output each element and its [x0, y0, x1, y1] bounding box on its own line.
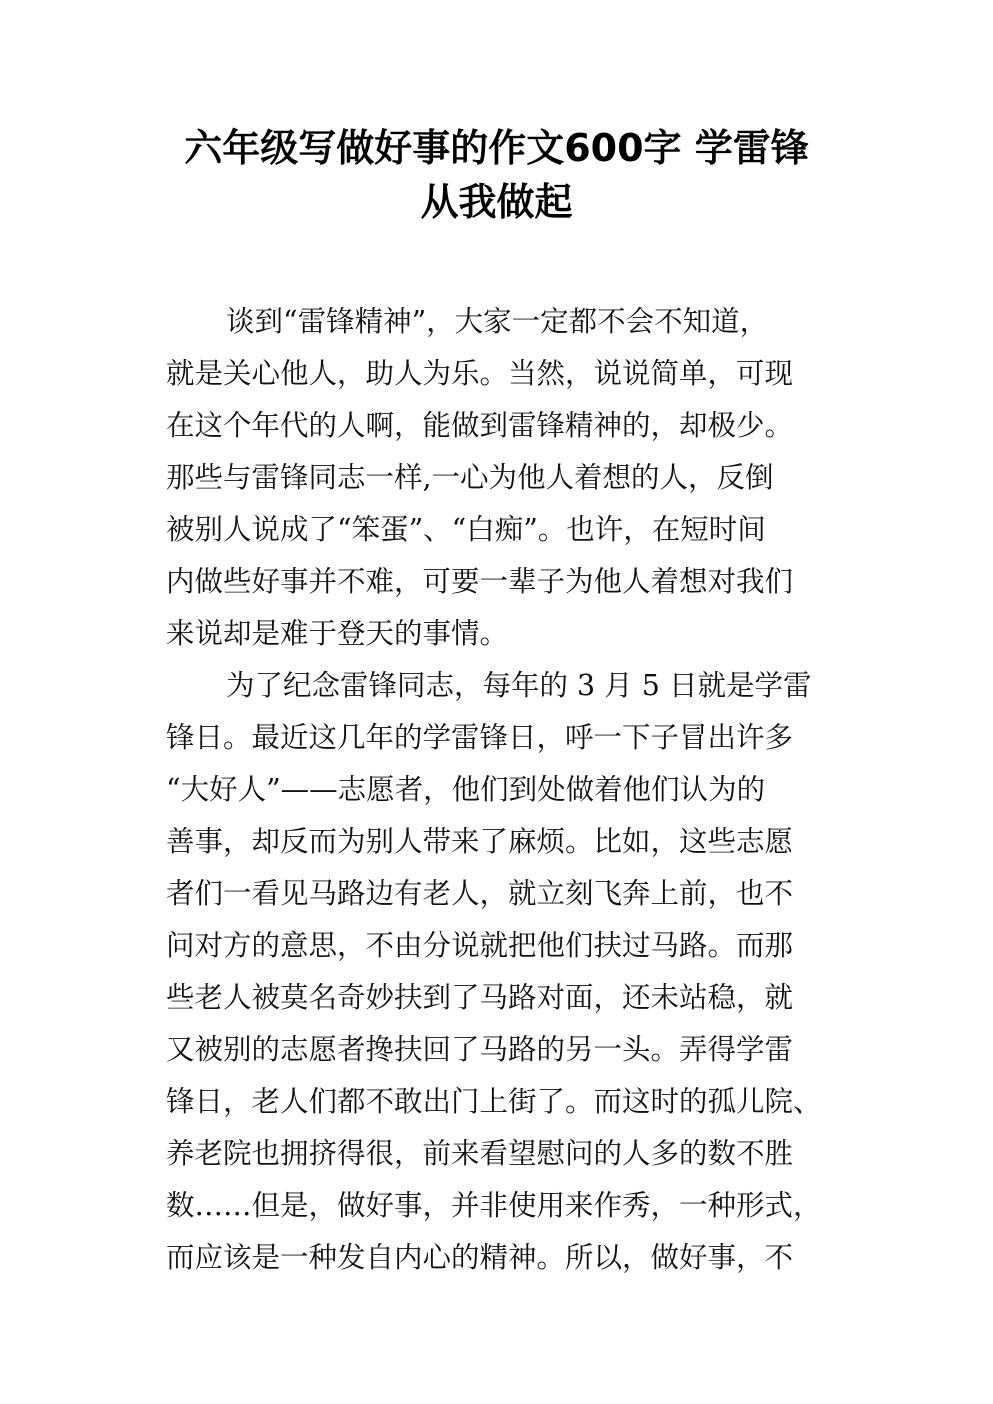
paragraph-1-line-2: 就是关心他人，助人为乐。当然，说说简单，可现	[166, 357, 794, 390]
paragraph-2-line-6: 问对方的意思，不由分说就把他们扶过马路。而那	[166, 929, 794, 962]
paragraph-1-line-5: 被别人说成了“笨蛋”、“白痴”。也许，在短时间	[166, 513, 766, 546]
paragraph-2-line-10: 养老院也拥挤得很，前来看望慰问的人多的数不胜	[166, 1137, 794, 1170]
paragraph-2-line-8: 又被别的志愿者搀扶回了马路的另一头。弄得学雷	[166, 1033, 794, 1066]
paragraph-2-line-9: 锋日，老人们都不敢出门上街了。而这时的孤儿院、	[166, 1085, 822, 1118]
paragraph-2-line-7: 些老人被莫名奇妙扶到了马路对面，还未站稳，就	[166, 981, 794, 1014]
paragraph-1-line-3: 在这个年代的人啊，能做到雷锋精神的，却极少。	[166, 409, 794, 442]
paragraph-2-line-2: 锋日。最近这几年的学雷锋日，呼一下子冒出许多	[166, 721, 794, 754]
paragraph-2-line-3: “大好人”——志愿者，他们到处做着他们认为的	[166, 773, 766, 806]
paragraph-2-line-12: 而应该是一种发自内心的精神。所以，做好事，不	[166, 1241, 794, 1274]
paragraph-2-line-11: 数……但是，做好事，并非使用来作秀，一种形式，	[166, 1189, 822, 1222]
paragraph-2-line-4: 善事，却反而为别人带来了麻烦。比如，这些志愿	[166, 825, 794, 858]
document-title-line-1: 六年级写做好事的作文600字 学雷锋	[184, 126, 809, 170]
document-title-line-2: 从我做起	[420, 180, 573, 224]
paragraph-1-line-6: 内做些好事并不难，可要一辈子为他人着想对我们	[166, 565, 794, 598]
paragraph-2-line-1: 为了纪念雷锋同志，每年的 3 月 5 日就是学雷	[226, 669, 812, 702]
paragraph-1-line-1: 谈到“雷锋精神”，大家一定都不会不知道，	[226, 305, 769, 338]
paragraph-1-line-4: 那些与雷锋同志一样,一心为他人着想的人，反倒	[166, 461, 774, 494]
paragraph-2-line-5: 者们一看见马路边有老人，就立刻飞奔上前，也不	[166, 877, 794, 910]
paragraph-1-line-7: 来说却是难于登天的事情。	[166, 617, 509, 650]
